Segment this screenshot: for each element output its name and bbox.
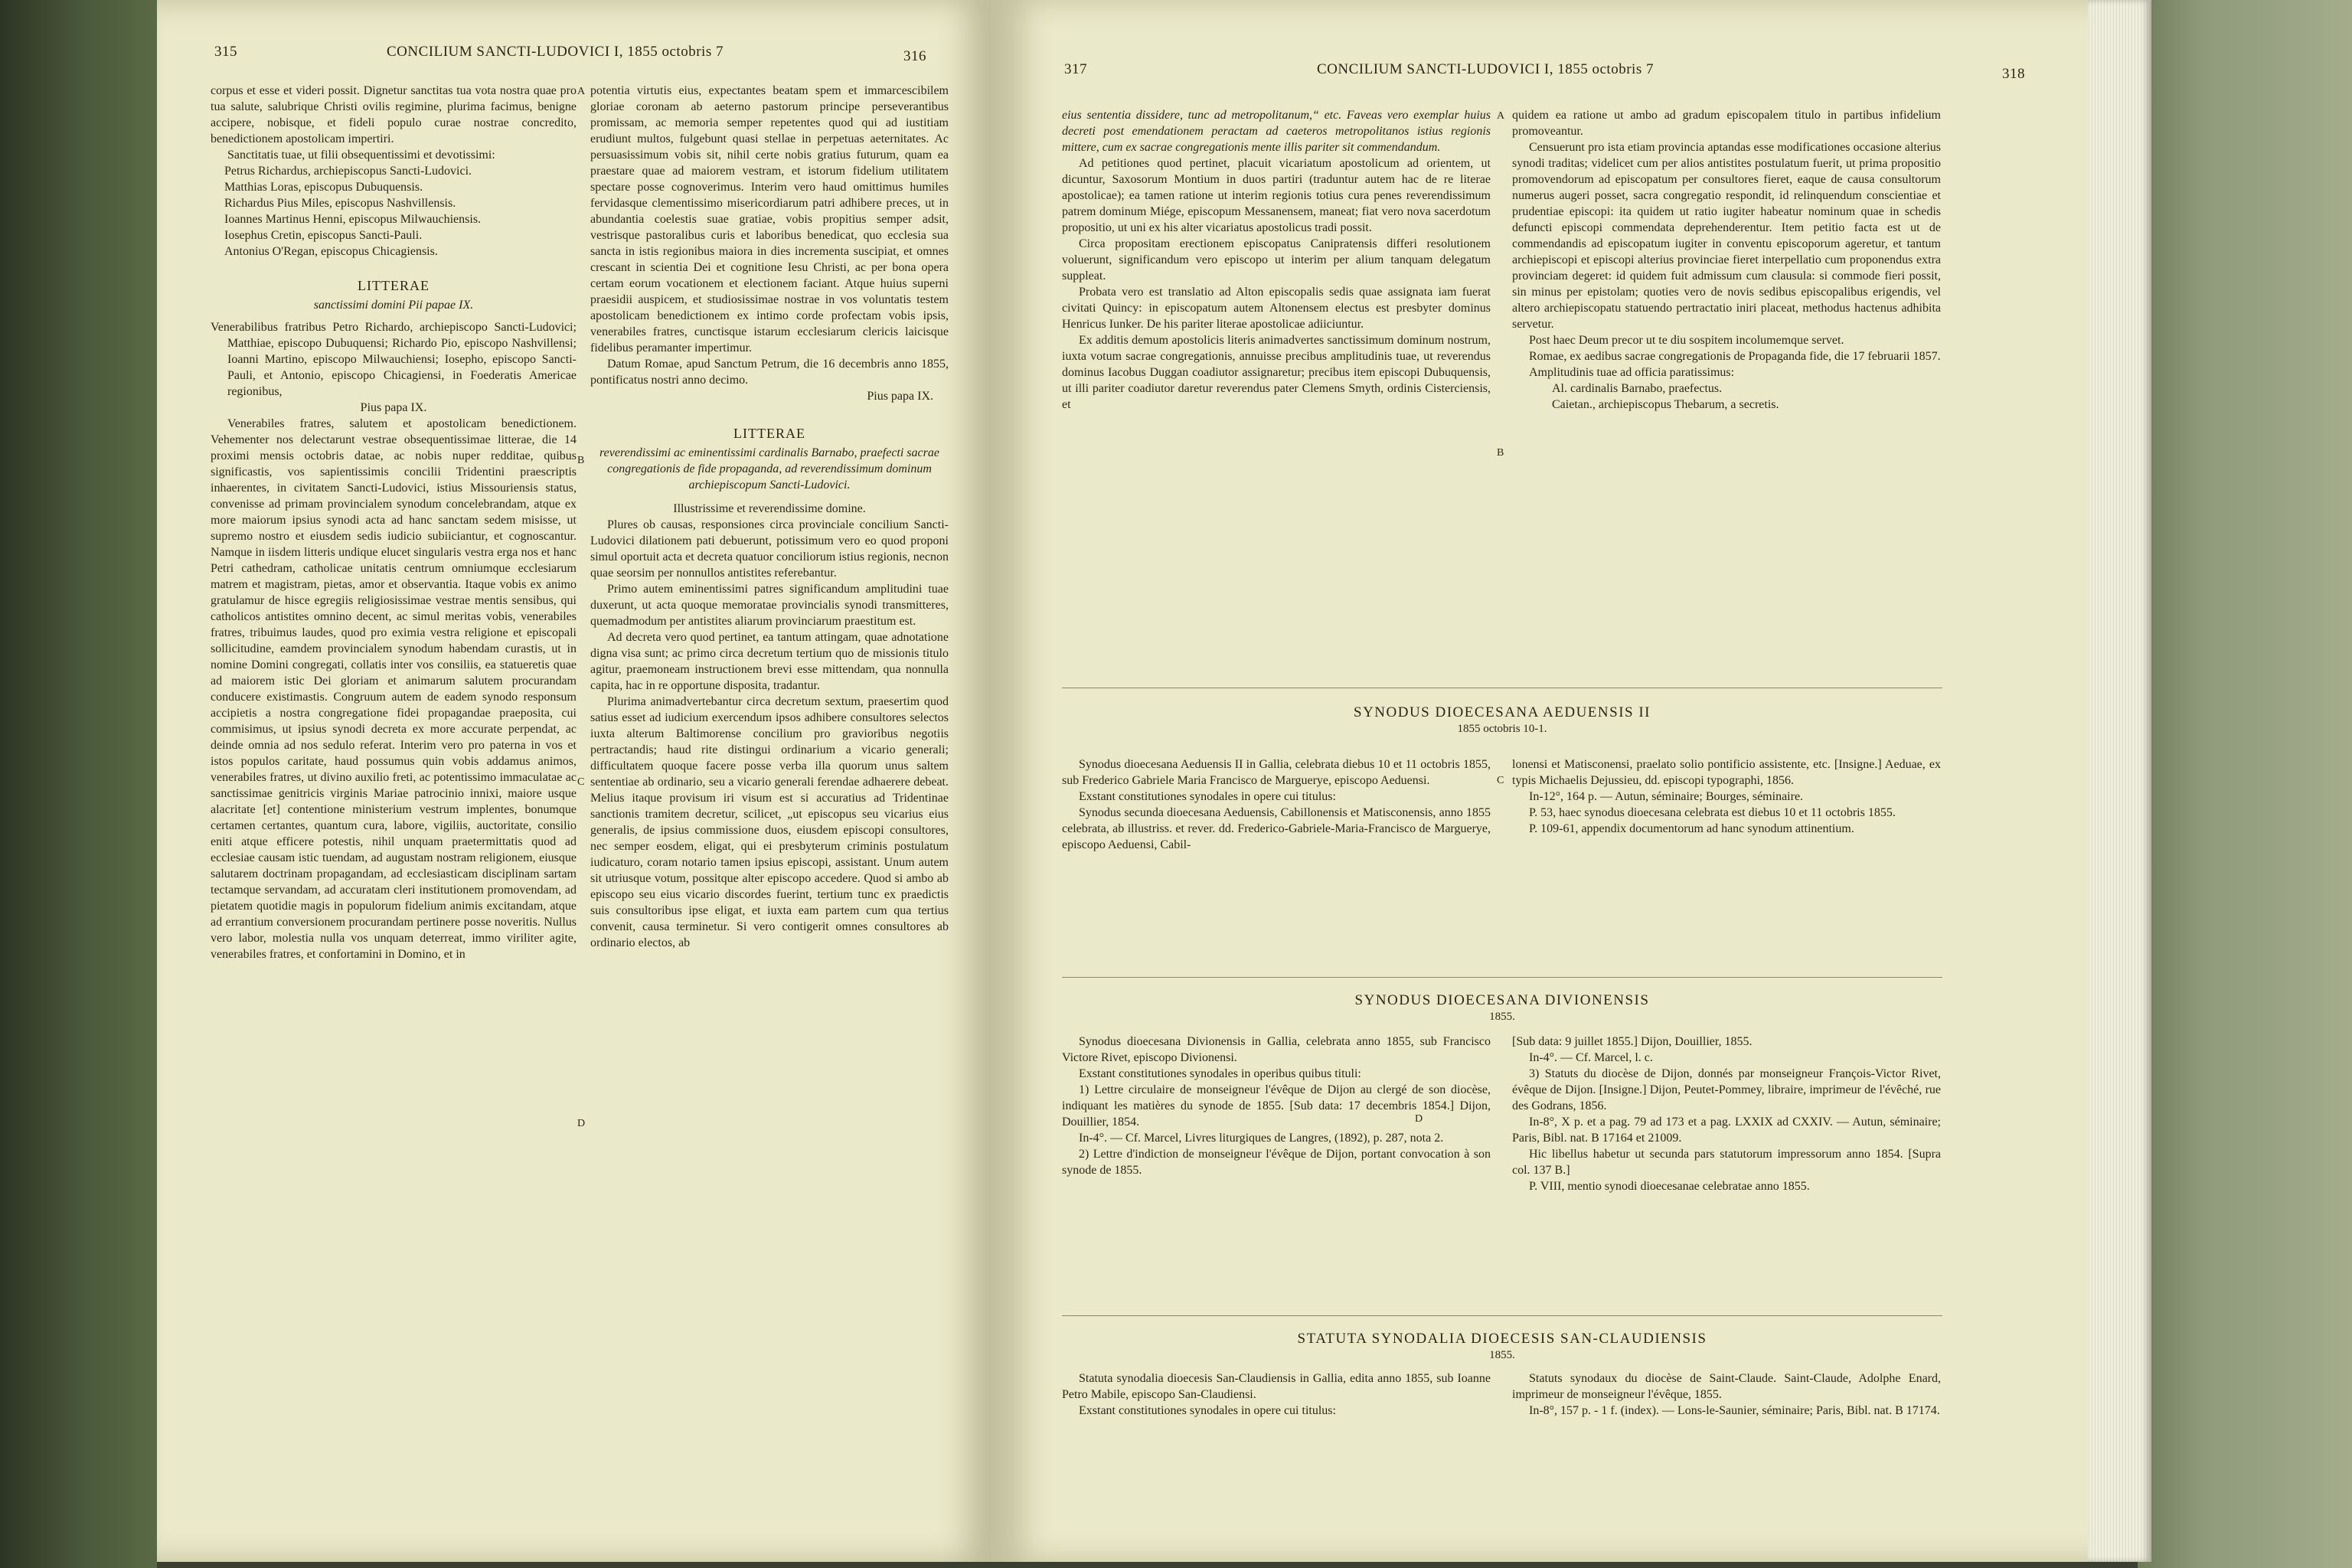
paragraph: corpus et esse et videri possit. Dignetur sanctitas tua vota nostra quae pro tua salute, salubrique Christi ovilis regimine, plurima facimus, benigne accipere, nobisque, et fideli populo curae nostrae concredito, benedictionem apostolicam impertiri.: [211, 84, 577, 145]
page-number-318: 318: [2002, 66, 2025, 82]
paragraph: Romae, ex aedibus sacrae congregationis de Propaganda fide, die 17 februarii 1857.: [1529, 350, 1941, 363]
divionensis-column-right: [1512, 1034, 1941, 1194]
paragraph: Statuts synodaux du diocèse de Saint-Claude. Saint-Claude, Adolphe Enard, imprimeur de monseigneur l'évêque, 1855.: [1512, 1372, 1941, 1401]
desk-background-right: [2138, 0, 2352, 1568]
running-head-right: [1064, 61, 2033, 81]
signers-list: [211, 163, 577, 260]
right-page-column-a: [1062, 107, 1491, 413]
desk-background-left: [0, 0, 157, 1568]
section-date: 1855.: [1489, 1011, 1515, 1023]
signer: Antonius O'Regan, episcopus Chicagiensis.: [224, 245, 438, 258]
paragraph: Exstant constitutiones synodales in opere cui titulus:: [1079, 1404, 1336, 1417]
margin-letter-a: A: [577, 86, 586, 97]
paragraph: In-4°. — Cf. Marcel, Livres liturgiques de Langres, (1892), p. 287, nota 2.: [1079, 1132, 1444, 1145]
signature: Al. cardinalis Barnabo, praefectus.: [1552, 382, 1723, 395]
divionensis-column-left: [1062, 1034, 1491, 1178]
section-subheading: reverendissimi ac eminentissimi cardinalis Barnabo, praefecti sacrae congregationis de fide propaganda, ad reverendissimum dominum archiepiscopum Sancti-Ludovici.: [599, 446, 939, 492]
right-page: [991, 0, 2088, 1562]
paragraph: Synodus dioecesana Aeduensis II in Gallia, celebrata diebus 10 et 11 octobris 1855, sub Frederico Gabriele Maria Francisco de Marguerye, episcopo Aeduensi.: [1062, 758, 1491, 787]
paragraph: Statuta synodalia dioecesis San-Claudiensis in Gallia, edita anno 1855, sub Ioanne Petro Mabile, episcopo San-Claudiensi.: [1062, 1372, 1491, 1401]
page-number-315: 315: [214, 44, 237, 60]
paragraph: 3) Statuts du diocèse de Dijon, donnés par monseigneur François-Victor Rivet, évêque de Dijon. [Insigne.] Dijon, Peutet-Pommey, libraire, imprimeur de l'évêché, rue des Godrans, 1856.: [1512, 1067, 1941, 1112]
section-title: SYNODUS DIOECESANA AEDUENSIS II: [1354, 704, 1651, 720]
page-number-317: 317: [1064, 61, 1087, 77]
left-page: [157, 0, 991, 1562]
signature: Caietan., archiepiscopus Thebarum, a secretis.: [1552, 398, 1779, 411]
paragraph: [Sub data: 9 juillet 1855.] Dijon, Douillier, 1855.: [1512, 1035, 1753, 1048]
paragraph: Sanctitatis tuae, ut filii obsequentissimi et devotissimi:: [227, 149, 495, 162]
section-subheading: sanctissimi domini Pii papae IX.: [313, 299, 474, 312]
margin-letter-c: C: [1497, 775, 1504, 786]
paragraph: P. 53, haec synodus dioecesana celebrata est diebus 10 et 11 octobris 1855.: [1529, 806, 1896, 819]
left-page-column-1: [211, 83, 577, 962]
paragraph: Exstant constitutiones synodales in operibus quibus tituli:: [1079, 1067, 1361, 1080]
margin-letter-d: D: [577, 1118, 586, 1129]
section-rule: [1062, 1315, 1942, 1316]
paragraph: Ad petitiones quod pertinet, placuit vicariatum apostolicum ad orientem, ut dicuntur, Saxosorum Montium in duos partiri (traduntur autem hac de re literae apostolicae); ea tamen ratione ut interim regionis totius cura penes reverendissimum patrem dominum Miége, episcopum Messanensem, maneat; fiat vero nova sacerdotum propositio, ut uni ex his alter vicariatus apostolicus tradi possit.: [1062, 157, 1491, 234]
paragraph: Plures ob causas, responsiones circa provinciale concilium Sancti-Ludovici dilationem pati debuerunt, potissimum vero eo quod proponi simul oportuit acta et decreta quatuor conciliorum istius regionis, necnon quae seorsim per nonnullos antistites referebantur.: [590, 518, 949, 580]
paragraph: In-8°, X p. et a pag. 79 ad 173 et a pag. LXXIX ad CXXIV. — Autun, séminaire; Paris, Bibl. nat. B 17164 et 21009.: [1512, 1116, 1941, 1145]
running-title: CONCILIUM SANCTI-LUDOVICI I, 1855 octobris 7: [1317, 61, 1654, 77]
section-heading-san-claudiensis: [1062, 1331, 1942, 1362]
paragraph: eius sententia dissidere, tunc ad metropolitanum,“ etc. Faveas vero exemplar huius decreti post emendationem peractam ad caeteros metropolitanos istius regionis mittere, cum ex sacrae congregationis mente illis pariter sit commendandum.: [1062, 109, 1491, 154]
page-stack-edge: [2086, 0, 2151, 1562]
signer: Iosephus Cretin, episcopus Sancti-Pauli.: [224, 229, 423, 242]
paragraph: Plurima animadvertebantur circa decretum sextum, praesertim quod satius esset ad iudicium exercendum ipsos adhibere consultores selectos iuxta alterum Baltimorense concilium pro gravioribus negotiis pertractandis; haud rite distingui ordinarium a vicario generali; difficultatem quoque facere posse verba illa quorum unus saltem sententiae ab ordinario, seu a vicario generali ferendae adhaerere debeat. Melius itaque provisum iri visum est si accuratius ad Tridentinae sanctionis tramitem decretur, scilicet, „ut episcopus seu vicarius eius generalis, de ipsius commissione duos, eiusdem episcopi consultores, nec semper eosdem, eligat, qui ei presbyterum criminis postulatum iudicaturo, coram notario tamen ipsius episcopi, assistant. Unum autem sit utriusque votum, possitque alter episcopo accedere. Quod si ambo ab episcopo seu eius vicario discordes fuerint, tertium tunc ex praedictis suis consultoribus ipse eligat, et iuxta eam partem cum qua tertius convenit, causa terminetur. Si vero contigerit omnes consultores ab ordinario electos, ab: [590, 695, 949, 949]
paragraph: Post haec Deum precor ut te diu sospitem incolumemque servet.: [1529, 334, 1844, 347]
paragraph: In-4°. — Cf. Marcel, l. c.: [1529, 1051, 1653, 1064]
paragraph: In-8°, 157 p. - 1 f. (index). — Lons-le-Saunier, séminaire; Paris, Bibl. nat. B 17174.: [1529, 1404, 1940, 1417]
section-heading: LITTERAE: [733, 426, 805, 441]
section-date: 1855 octobris 10-1.: [1457, 723, 1547, 735]
signature: Pius papa IX.: [867, 390, 933, 403]
margin-letter-b: B: [577, 455, 585, 466]
left-page-column-2: [590, 83, 949, 951]
paragraph: Primo autem eminentissimi patres significandum amplitudini tuae duxerunt, ut acta quoque memoratae provincialis synodi transmitteres, quemadmodum per antistites aliarum provinciarum praestitum est.: [590, 583, 949, 628]
paragraph: In-12°, 164 p. — Autun, séminaire; Bourges, séminaire.: [1529, 790, 1804, 803]
paragraph: Venerabiles fratres, salutem et apostolicam benedictionem. Vehementer nos delectarunt vestrae obsequentissimae litterae, die 14 proximi mensis octobris datae, ac nobis nuper redditae, quibus significastis, vos sapientissimis concilii Tridentini praescriptis inhaerentes, in civitatem Sancti-Ludovici, istius Missouriensis status, convenisse ad primam provincialem synodum concelebrandam, atque ex more maiorum ipsius synodi acta ad hanc sanctam sedem misisse, ut supremo nostro et eiusdem sedis iudicio subiiciantur, et cognoscantur. Namque in iisdem litteris undique elucet singularis vestra erga nos et hanc Petri cathedram, catholicae unitatis centrum omniumque ecclesiarum matrem et magistram, pietas, amor et observantia. Itaque vobis ex animo gratulamur de hisce egregiis religiosissimae vestrae mentis sensibus, qui catholicos antistites omnino decent, ac simul meritas vobis, venerabiles fratres, tribuimus laudes, quod pro eximia vestra religione et episcopali sollicitudine, eamdem provincialem synodum habendam curastis, ut in nomine Domini congregati, collatis inter vos consiliis, ea statueretis quae ad maiorem istic Dei gloriam et animarum salutem procurandam conducere existimastis. Congruum autem de eadem synodo responsum accipietis a nostra congregatione fidei propagandae praeposita, cui commisimus, ut ipsius synodi decreta ex more accurate perpendat, ac deinde omnia ad nos sedulo referat. Interim vero pro paterna in vos et istos populos caritate, haud possumus quin vobis addamus animos, venerabiles fratres, ut divino auxilio freti, ac potentissimo immaculatae ac sanctissimae genitricis virginis Mariae patrocinio innixi, maiore usque alacritate [et] contentione ministerium vestrum implentes, bonumque certamen certantes, quantum cura, labore, vigiliis, auctoritate, consilio eniti atque efficere potestis, nihil unquam praetermittatis quod ad ecclesiae causam istic tuendam, ad augustam nostram religionem, eiusque salutarem doctrinam propagandam, ad ecclesiasticam disciplinam sartam tectamque servandam, ad accuratam cleri institutionem promovendam, ad pietatem quotidie magis in populorum fidelium animis excitandam, atque ad errantium conversionem procurandam pertinere posse noveritis. Nullus vero labor, molestia nulla vos unquam deterreat, immo viriliter agite, venerabiles fratres, et confortamini in Domino, et in: [211, 417, 577, 961]
running-head-left: [214, 44, 934, 62]
paragraph: P. 109-61, appendix documentorum ad hanc synodum attinentium.: [1529, 822, 1854, 835]
margin-letter-b: B: [1497, 447, 1504, 459]
salutation: Illustrissime et reverendissime domine.: [673, 502, 866, 515]
margin-letter-a: A: [1497, 110, 1505, 122]
aeduensis-column-right: [1512, 756, 1941, 837]
aeduensis-column-left: [1062, 756, 1491, 853]
section-title: SYNODUS DIOECESANA DIVIONENSIS: [1354, 992, 1650, 1008]
address-block: [211, 319, 577, 400]
san-claudiensis-column-left: [1062, 1370, 1491, 1419]
page-number-316: 316: [903, 48, 926, 64]
paragraph: Hic libellus habetur ut secunda pars statutorum impressorum anno 1854. [Supra col. 137 B.]: [1512, 1148, 1941, 1177]
signature: Amplitudinis tuae ad officia paratissimus:: [1529, 366, 1735, 379]
sender: Pius papa IX.: [360, 401, 427, 414]
signer: Richardus Pius Miles, episcopus Nashvillensis.: [224, 197, 456, 210]
section-heading-aeduensis: [1062, 704, 1942, 736]
paragraph: Synodus secunda dioecesana Aeduensis, Cabillonensis et Matisconensis, anno 1855 celebrata, ab illustriss. et rever. dd. Frederico-Gabriele-Maria-Francisco de Marguerye, episcopo Aeduensi, Cabil-: [1062, 806, 1491, 851]
margin-letter-d: D: [1415, 1113, 1423, 1125]
section-date: 1855.: [1489, 1349, 1515, 1361]
paragraph: 2) Lettre d'indiction de monseigneur l'évêque de Dijon, portant convocation à son synode de 1855.: [1062, 1148, 1491, 1177]
paragraph: Ad decreta vero quod pertinet, ea tantum attingam, quae adnotatione digna visa sunt; ac primo circa decretum tertium quo de missionis titulo agitur, praemoneam instructionem brevi esse mittendam, qua nonnulla capita, hac in re opportune disposita, tradantur.: [590, 631, 949, 692]
section-heading-divionensis: [1062, 992, 1942, 1024]
signer: Petrus Richardus, archiepiscopus Sancti-Ludovici.: [224, 165, 472, 178]
paragraph: quidem ea ratione ut ambo ad gradum episcopalem titulo in partibus infidelium promoveantur.: [1512, 109, 1941, 138]
paragraph: Ex additis demum apostolicis literis animadvertes sanctissimum dominum nostrum, iuxta votum sacrae congregationis, annuisse precibus amplitudinis tuae, ut reverendus dominus Iacobus Duggan coadiutor assignaretur; precibus item episcopi Dubuquensis, ut illi pariter coadiutor daretur reverendus pater Clemens Smyth, ordinis Cisterciensis, et: [1062, 334, 1491, 411]
paragraph: Exstant constitutiones synodales in opere cui titulus:: [1079, 790, 1336, 803]
address: Venerabilibus fratribus Petro Richardo, archiepiscopo Sancti-Ludovici; Matthiae, episcopo Dubuquensi; Richardo Pio, episcopo Nashvillensi; Ioanni Martino, episcopo Milwauchiensi; Iosepho, episcopo Sancti-Pauli, et Antonio, episcopo Chicagiensi, in Foederatis Americae regionibus,: [211, 321, 577, 398]
paragraph: Circa propositam erectionem episcopatus Canipratensis differi resolutionem voluerunt, significandum vero episcopo ut interim per alium tanquam delegatum suppleat.: [1062, 237, 1491, 283]
section-title: STATUTA SYNODALIA DIOECESIS SAN-CLAUDIENSIS: [1297, 1331, 1707, 1347]
paragraph: potentia virtutis eius, expectantes beatam spem et immarcescibilem gloriae coronam ab aeterno pastorum principe perseverantibus promissam, ac memoria semper repetentes quod qui ad iustitiam erudiunt multos, fulgebunt quasi stellae in perpetuas aeternitates. Ac persuasissimum vobis sit, nihil certe nobis gratius futurum, quam ea praestare quae ad maiorem vestram, et istorum fidelium utilitatem spectare posse cognoverimus. Interim vero haud omittimus humiles fervidasque clementissimo misericordiarum patri adhibere preces, ut in abundantia coelestis suae gratiae, vobis propitius semper adsit, vestrisque pastoralibus curis et laboribus benedicat, quo ecclesia sua sancta in istis regionibus maiora in dies incrementa suscipiat, et omnes crescant in scientia Dei et cognitione Iesu Christi, ac per bona opera certam eorum vocationem et electionem faciant. Atque huius superni praesidii auspicem, et studiosissimae nostrae in vos voluntatis testem apostolicam benedictionem ex intimo corde profectam vobis ipsis, venerabiles fratres, cunctisque istarum ecclesiarum clericis laicisque fidelibus peramanter impertimur.: [590, 84, 949, 354]
paragraph: Probata vero est translatio ad Alton episcopalis sedis quae assignata iam fuerat civitati Quincy: in episcopatum autem Altonensem electus est presbyter dominus Henricus Iunker. De his pariter literae apostolicae adiiciuntur.: [1062, 286, 1491, 331]
paragraph: lonensi et Matisconensi, praelato solio pontificio assistente, etc. [Insigne.] Aeduae, ex typis Michaelis Dejussieu, dd. episcopi typographi, 1856.: [1512, 758, 1941, 787]
san-claudiensis-column-right: [1512, 1370, 1941, 1419]
paragraph: Censuerunt pro ista etiam provincia aptandas esse modificationes occasione alterius synodi traditas; videlicet cum per alios antistites postulatum fuerit, ut prima propositio promovendorum ad episcopatum per consultores fieret, eaque de causa consultorum numerus augeri posset, sacra congregatio respondit, id relinquendum conscientiae et prudentiae episcopi: ita quidem ut ratio iugiter habeatur nominum quae in schedis defuncti episcopi commendata deprehenderentur. Item petitio facta est ut de commendandis ad episcopatum iugiter in conventu episcoporum ageretur, et tantum archiepiscopi et episcopi alterius provinciae fieret interpellatio cum proponendus extra provinciam degeret: id quidem fuit admissum cum clausula: si commode fieri possit, sin minus per epistolam; quoties vero de novis sedibus episcopalibus erigendis, vel altero archiepiscopatu statuendo pertractatio iniri placeat, methodus hactenus adhibita servetur.: [1512, 141, 1941, 331]
signer: Ioannes Martinus Henni, episcopus Milwauchiensis.: [224, 213, 482, 226]
paragraph: Synodus dioecesana Divionensis in Gallia, celebrata anno 1855, sub Francisco Victore Rivet, episcopo Divionensi.: [1062, 1035, 1491, 1064]
paragraph: 1) Lettre circulaire de monseigneur l'évêque de Dijon au clergé de son diocèse, indiquant les matières du synode de 1855. [Sub data: 17 decembris 1854.] Dijon, Douillier, 1854.: [1062, 1083, 1491, 1129]
paragraph: Datum Romae, apud Sanctum Petrum, die 16 decembris anno 1855, pontificatus nostri anno decimo.: [590, 358, 949, 387]
right-page-column-b: [1512, 107, 1941, 413]
running-title: CONCILIUM SANCTI-LUDOVICI I, 1855 octobris 7: [387, 44, 724, 60]
section-heading: LITTERAE: [358, 278, 430, 293]
paragraph: P. VIII, mentio synodi dioecesanae celebratae anno 1855.: [1529, 1180, 1810, 1193]
section-rule: [1062, 977, 1942, 978]
margin-letter-c: C: [577, 776, 585, 788]
signer: Matthias Loras, episcopus Dubuquensis.: [224, 181, 423, 194]
